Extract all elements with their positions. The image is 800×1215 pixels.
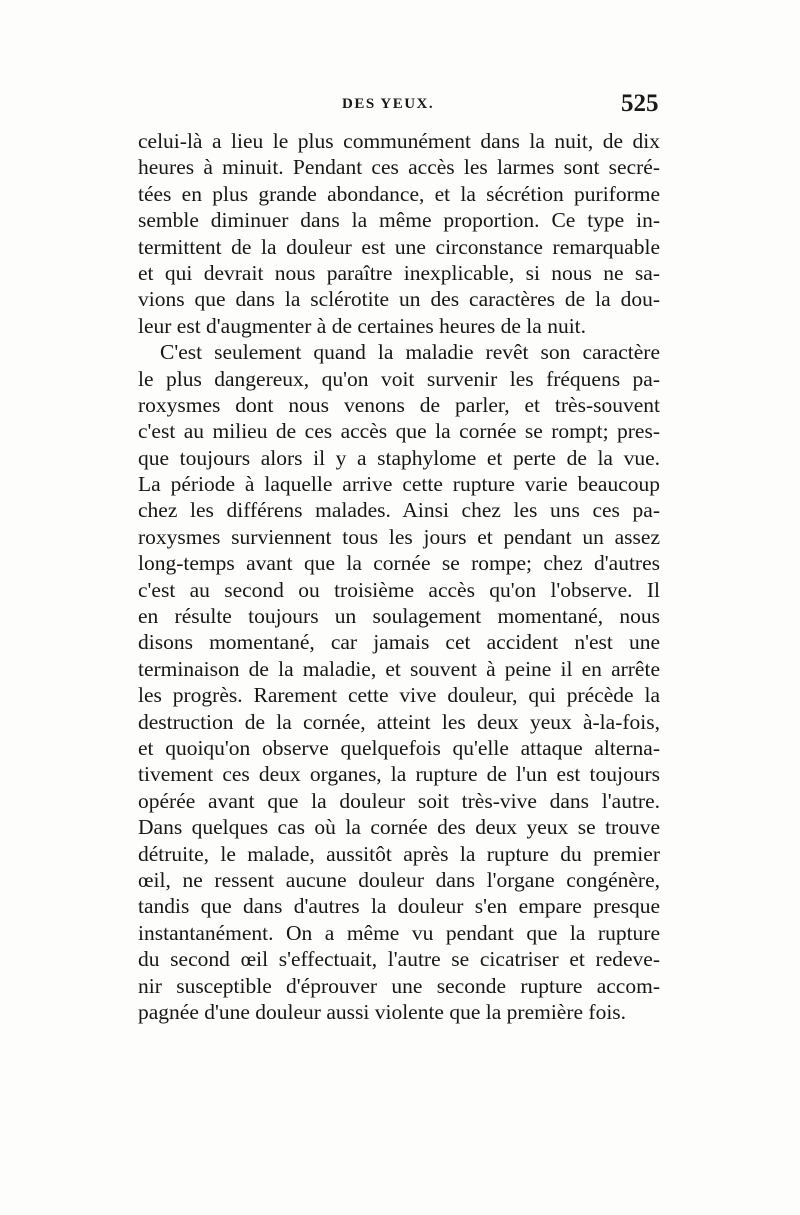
- text-line: roxysmes dont nous venons de parler, et très-souvent: [138, 392, 660, 417]
- text-line: que toujours alors il y a staphylome et perte de la vue.: [138, 445, 660, 470]
- page-final-line: pagnée d'une douleur aussi violente que la première fois.: [138, 999, 627, 1024]
- text-line: Dans quelques cas où la cornée des deux yeux se trouve: [138, 815, 660, 840]
- paragraph-start-line: C'est seulement quand la maladie revêt son caractère: [160, 340, 660, 365]
- text-line: œil, ne ressent aucune douleur dans l'organe congénère,: [138, 867, 660, 892]
- text-line: chez les différens malades. Ainsi chez les uns ces pa-: [138, 498, 660, 523]
- text-line: long-temps avant que la cornée se rompe; chez d'autres: [138, 551, 660, 576]
- text-line: et qui devrait nous paraître inexplicable, si nous ne sa-: [138, 260, 660, 285]
- text-line: disons momentané, car jamais cet accident n'est une: [138, 630, 660, 655]
- text-line: destruction de la cornée, atteint les deux yeux à-la-fois,: [138, 709, 660, 734]
- text-line: La période à laquelle arrive cette rupture varie beaucoup: [138, 472, 660, 497]
- text-line: les progrès. Rarement cette vive douleur, qui précède la: [138, 683, 660, 708]
- running-title: DES YEUX.: [342, 96, 435, 112]
- body-text: [138, 128, 660, 1025]
- text-line: nir susceptible d'éprouver une seconde rupture accom-: [138, 973, 660, 998]
- text-line: détruite, le malade, aussitôt après la rupture du premier: [138, 841, 660, 866]
- text-line: c'est au milieu de ces accès que la cornée se rompt; pres-: [138, 419, 660, 444]
- text-line: instantanément. On a même vu pendant que la rupture: [138, 920, 660, 945]
- text-line: c'est au second ou troisième accès qu'on l'observe. Il: [138, 577, 660, 602]
- text-line: tivement ces deux organes, la rupture de l'un est toujours: [138, 762, 660, 787]
- text-line: et quoiqu'on observe quelquefois qu'elle attaque alterna-: [138, 735, 660, 760]
- text-line: en résulte toujours un soulagement momentané, nous: [138, 604, 660, 629]
- text-line: roxysmes surviennent tous les jours et pendant un assez: [138, 524, 660, 549]
- text-line: heures à minuit. Pendant ces accès les larmes sont secré-: [138, 155, 660, 180]
- page-number: 525: [621, 90, 659, 117]
- text-line: du second œil s'effectuait, l'autre se cicatriser et redeve-: [138, 947, 660, 972]
- running-head: [0, 92, 800, 122]
- text-line: vions que dans la sclérotite un des caractères de la dou-: [138, 287, 660, 312]
- text-line: terminaison de la maladie, et souvent à peine il en arrête: [138, 656, 660, 681]
- paragraph-end-line: leur est d'augmenter à de certaines heures de la nuit.: [138, 313, 587, 338]
- text-line: celui-là a lieu le plus communément dans la nuit, de dix: [138, 129, 660, 153]
- text-line: opérée avant que la douleur soit très-vive dans l'autre.: [138, 788, 660, 813]
- text-line: tées en plus grande abondance, et la sécrétion puriforme: [138, 181, 660, 206]
- text-line: le plus dangereux, qu'on voit survenir les fréquens pa-: [138, 366, 660, 391]
- text-line: termittent de la douleur est une circonstance remarquable: [138, 234, 660, 259]
- text-line: semble diminuer dans la même proportion. Ce type in-: [138, 208, 660, 233]
- text-line: tandis que dans d'autres la douleur s'en empare presque: [138, 894, 660, 919]
